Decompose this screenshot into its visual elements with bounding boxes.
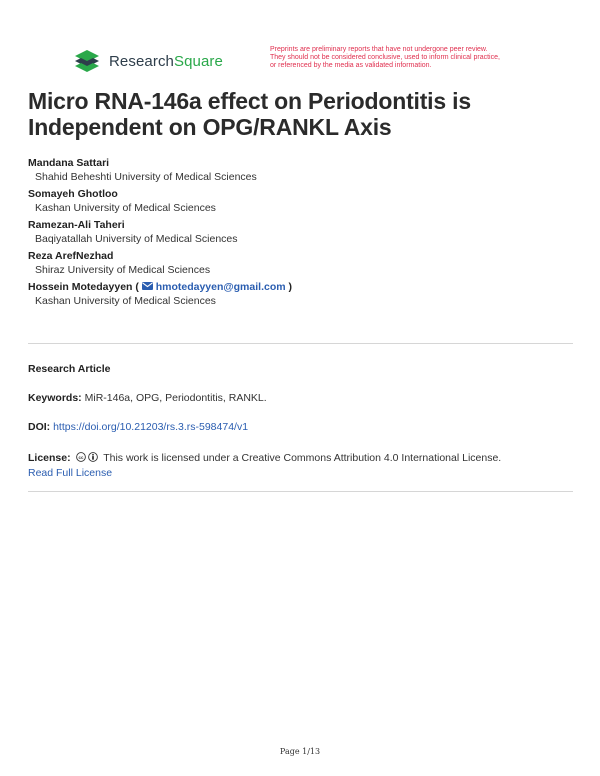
research-square-logo[interactable] — [72, 49, 223, 73]
svg-text:cc: cc — [78, 454, 83, 460]
author-email-link[interactable]: hmotedayyen@gmail.com — [155, 281, 286, 293]
cc-license-icons[interactable] — [76, 452, 99, 466]
section-divider — [28, 491, 573, 492]
preprint-notice — [270, 46, 560, 70]
license-label: License: — [28, 452, 71, 464]
notice-line: They should not be considered conclusive, used to inform clinical practice, — [270, 54, 500, 61]
author-affiliation: Shahid Beheshti University of Medical Sciences — [35, 171, 257, 183]
doi-link[interactable]: https://doi.org/10.21203/rs.3.rs-598474/v1 — [53, 421, 249, 433]
author-entry — [28, 156, 573, 184]
doi-label: DOI: — [28, 421, 51, 433]
corresponding-author-name: Hossein Motedayyen ( hmotedayyen@gmail.com ) — [28, 281, 292, 293]
cc-icon — [76, 452, 86, 462]
license-line — [28, 451, 573, 480]
doi-line — [28, 420, 573, 434]
envelope-icon — [142, 282, 153, 290]
page-number: Page 1/13 — [279, 747, 321, 756]
license-text: This work is licensed under a Creative Commons Attribution 4.0 International License. — [103, 452, 502, 464]
read-full-license-link[interactable]: Read Full License — [28, 467, 113, 479]
author-name: Somayeh Ghotloo — [28, 188, 118, 200]
keywords-label: Keywords: — [28, 392, 82, 404]
author-list — [28, 156, 573, 311]
author-affiliation: Kashan University of Medical Sciences — [35, 295, 216, 307]
author-entry — [28, 187, 573, 215]
paper-title: Micro RNA-146a effect on Periodontitis is Independent on OPG/RANKL Axis — [28, 88, 471, 140]
section-divider — [28, 343, 573, 344]
author-affiliation: Shiraz University of Medical Sciences — [35, 264, 211, 276]
notice-line: or referenced by the media as validated information. — [270, 62, 432, 69]
article-type: Research Article — [28, 363, 111, 375]
author-entry — [28, 280, 573, 308]
author-entry — [28, 218, 573, 246]
author-name: Reza ArefNezhad — [28, 250, 114, 262]
by-icon — [88, 452, 98, 462]
page-header — [0, 0, 600, 80]
keywords-line — [28, 391, 573, 405]
author-affiliation: Kashan University of Medical Sciences — [35, 202, 216, 214]
brand-name: ResearchSquare — [109, 52, 223, 70]
author-name: Hossein Motedayyen — [28, 281, 133, 293]
author-entry — [28, 249, 573, 277]
keywords-value: MiR-146a, OPG, Periodontitis, RANKL. — [84, 392, 267, 404]
author-affiliation: Baqiyatallah University of Medical Sciences — [35, 233, 238, 245]
author-name: Mandana Sattari — [28, 157, 110, 169]
research-square-logo-icon — [72, 49, 102, 73]
author-name: Ramezan-Ali Taheri — [28, 219, 125, 231]
notice-line: Preprints are preliminary reports that have not undergone peer review. — [270, 46, 488, 53]
